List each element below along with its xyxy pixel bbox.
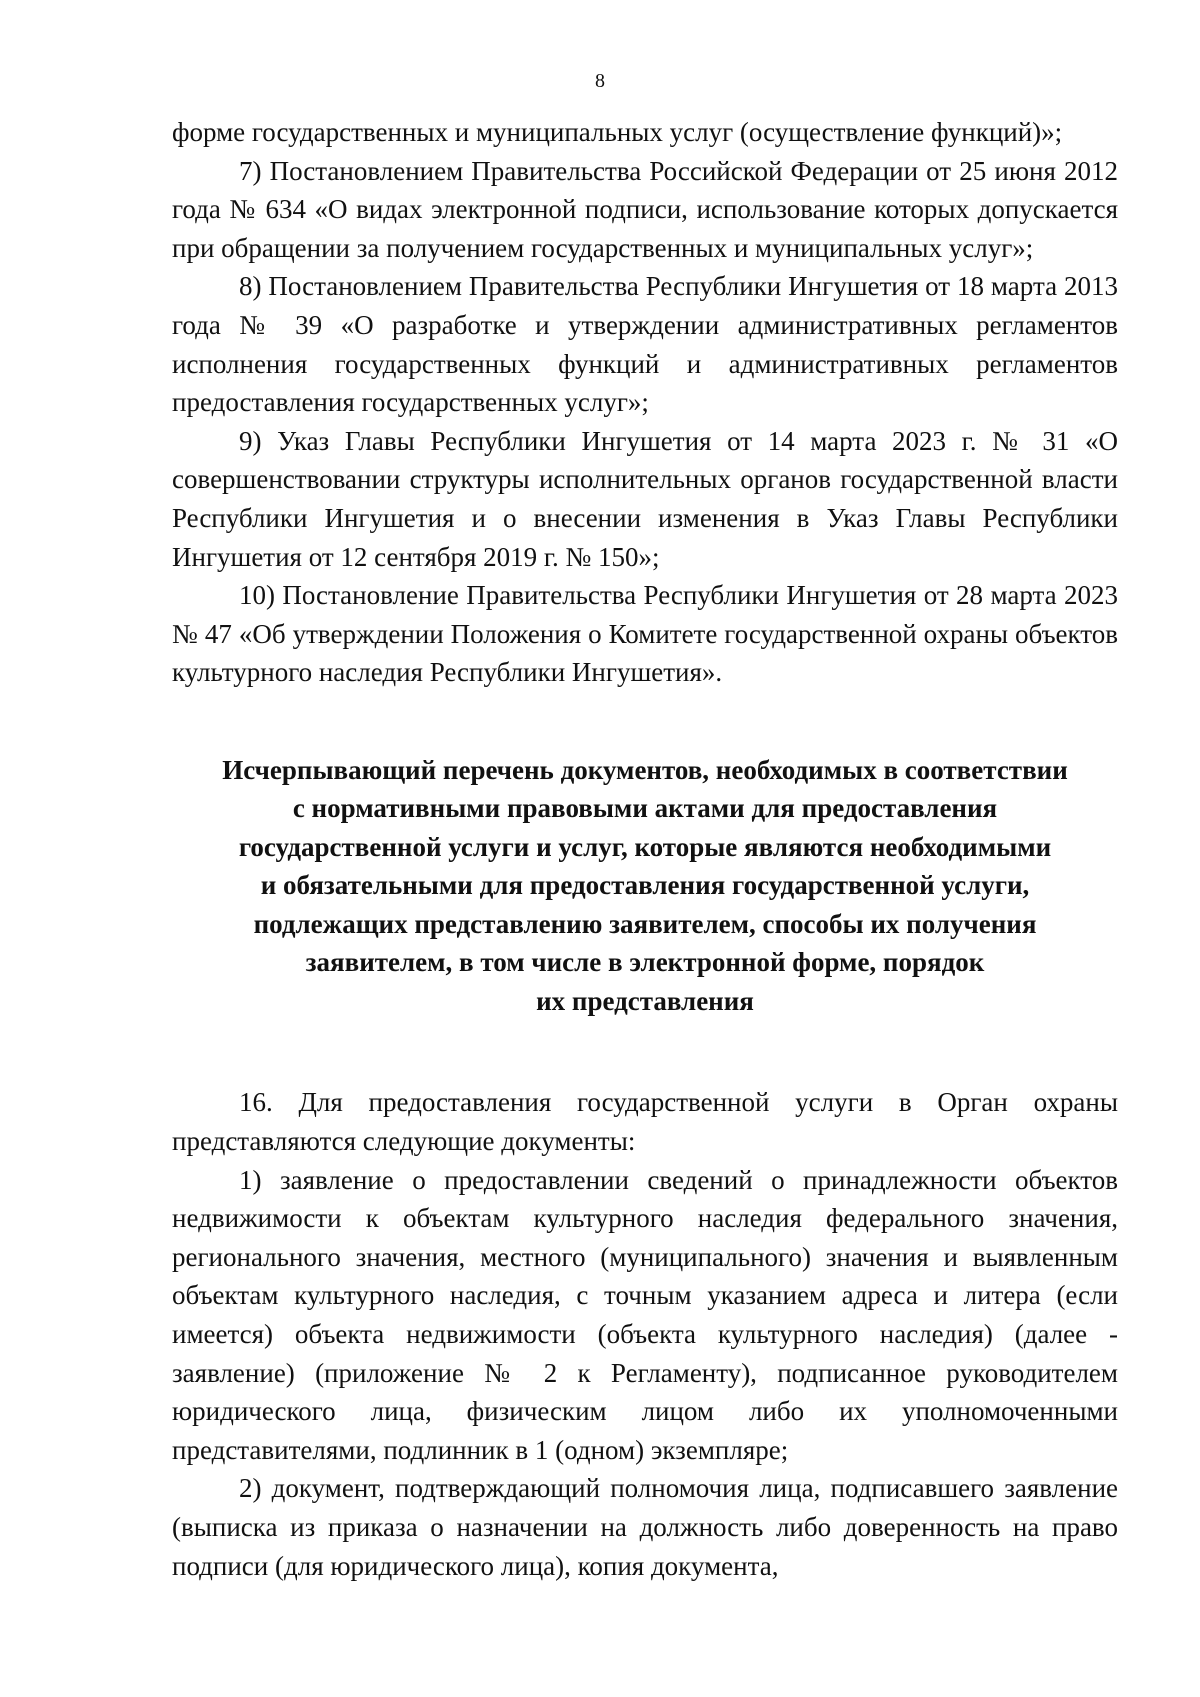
section-heading-line: с нормативными правовыми актами для предоставления [292,793,998,824]
section-heading-line: подлежащих представлению заявителем, способы их получения [253,908,1037,939]
section-heading-line: их представления [536,985,754,1016]
continuation-paragraph: форме государственных и муниципальных услуг (осуществление функций)»; [172,117,1063,147]
section-heading-line: заявителем, в том числе в электронной форме, порядок [305,947,985,978]
section-heading-line: государственной услуги и услуг, которые являются необходимыми [238,831,1052,862]
legal-act-item-8: 8) Постановлением Правительства Республики Ингушетия от 18 марта 2013 года № 39 «О разработке и утверждении административных регламентов исполнения государственных функций и административных регламентов предоставления государственных услуг»; [172,271,1118,418]
document-item-2: 2) документ, подтверждающий полномочия лица, подписавшего заявление (выписка из приказа о назначении на должность либо доверенность на право подписи (для юридического лица), копия документа, [172,1473,1118,1581]
document-body [172,113,1118,1585]
legal-act-item-10: 10) Постановление Правительства Республики Ингушетия от 28 марта 2023 № 47 «Об утверждении Положения о Комитете государственной охраны объектов культурного наследия Республики Ингушетия». [172,580,1118,688]
legal-act-item-7: 7) Постановлением Правительства Российской Федерации от 25 июня 2012 года № 634 «О видах электронной подписи, использование которых допускается при обращении за получением государственных и муниципальных услуг»; [172,155,1118,263]
section-heading [172,751,1118,1021]
section-heading-line: Исчерпывающий перечень документов, необходимых в соответствии [222,754,1068,785]
legal-act-item-9: 9) Указ Главы Республики Ингушетия от 14 марта 2023 г. № 31 «О совершенствовании структуры исполнительных органов государственной власти Республики Ингушетия и о внесении изменения в Указ Главы Республики Ингушетия от 12 сентября 2019 г. № 150»; [172,425,1118,572]
page-number: 8 [595,70,605,92]
section-heading-line: и обязательными для предоставления государственной услуги, [260,870,1030,901]
document-item-1: 1) заявление о предоставлении сведений о принадлежности объектов недвижимости к объектам культурного наследия федерального значения, регионального значения, местного (муниципального) значения и выявленным объектам культурного наследия, с точным указанием адреса и литера (если имеется) объекта недвижимости (объекта культурного наследия) (далее - заявление) (приложение № 2 к Регламенту), подписанное руководителем юридического лица, физическим лицом либо их уполномоченными представителями, подлинник в 1 (одном) экземпляре; [172,1164,1118,1465]
clause-16-paragraph: 16. Для предоставления государственной услуги в Орган охраны представляются следующие документы: [172,1087,1118,1156]
